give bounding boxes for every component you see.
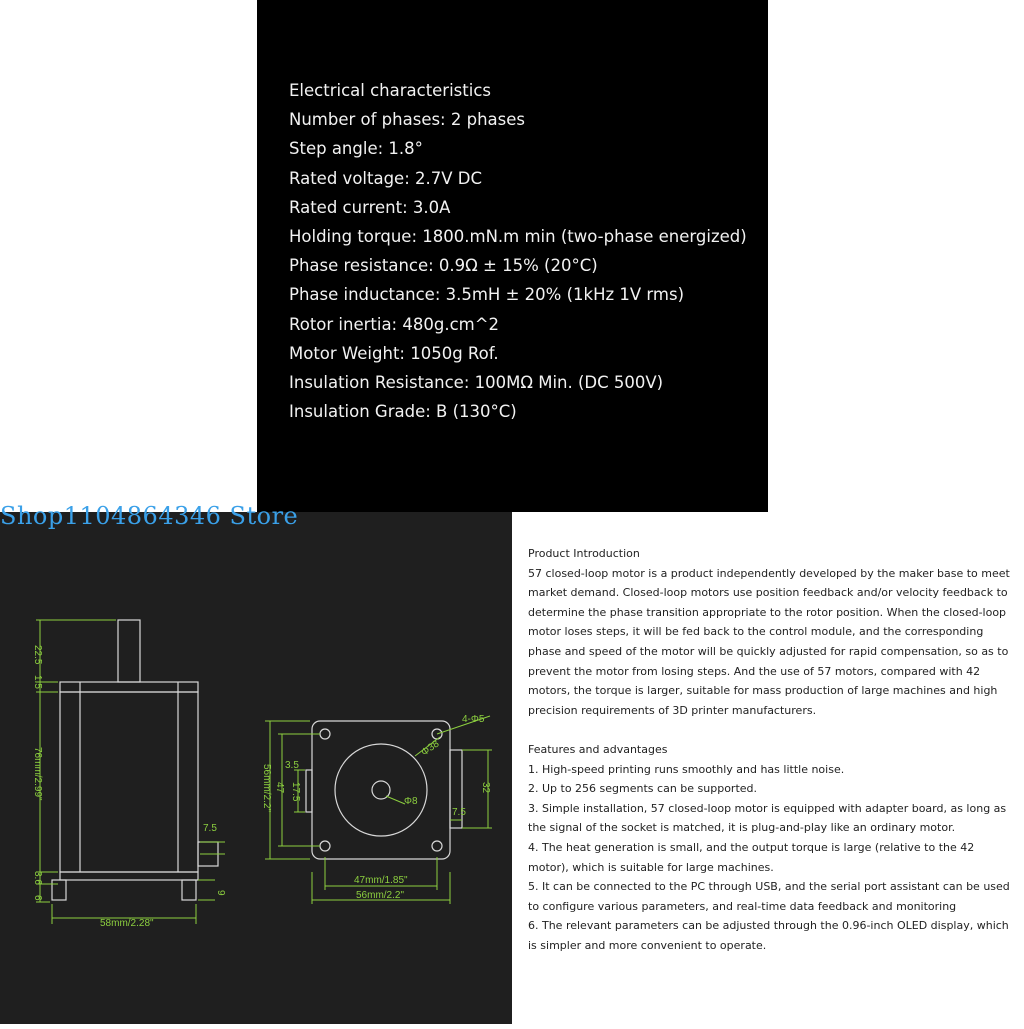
dim-shaft: Φ8 [404, 796, 418, 807]
dim-holes: 4-Φ5 [462, 714, 485, 725]
dimension-drawing-panel [0, 512, 512, 1024]
side-labels [32, 645, 226, 929]
dim-shaft-length: 22.5 [32, 645, 43, 665]
foot-right [182, 880, 196, 900]
dim-connector: 7.5 [203, 823, 217, 834]
spec-line: Electrical characteristics [289, 81, 491, 100]
front-labels [261, 714, 491, 901]
foot-left [52, 880, 66, 900]
store-watermark: Shop1104864346 Store [0, 502, 299, 530]
dim-flange: 1.5 [32, 675, 43, 689]
dim-front-width: 56mm/2.2" [356, 890, 405, 901]
feature-item: 3. Simple installation, 57 closed-loop motor is equipped with adapter board, as long as the signal of the socket is matched, it is plug-and-play like an ordinary motor. [528, 801, 1007, 835]
spec-line: Insulation Grade: B (130°C) [289, 402, 517, 422]
feature-item: 4. The heat generation is small, and the output torque is large (relative to the 42 motor), which is suitable for large machines. [528, 840, 975, 874]
dim-bottom: 3.6 [32, 871, 43, 885]
motor-body [60, 692, 198, 872]
dim-foot-height: 9 [215, 890, 226, 896]
motor-drawing [0, 512, 512, 1024]
spec-list [289, 76, 747, 426]
feature-item: 1. High-speed printing runs smoothly and has little noise. [528, 762, 845, 776]
mount-hole [320, 729, 330, 739]
dim-front-height: 56mm/2.2" [261, 764, 272, 813]
feature-item: 2. Up to 256 segments can be supported. [528, 782, 758, 796]
intro-body: 57 closed-loop motor is a product independently developed by the maker base to meet market demand. Closed-loop motors use position feedback and/or velocity feedback to determine the phase transition appropriate to the rotor position. When the closed-loop motor loses steps, it will be fed back to the control module, and the corresponding phase and speed of the motor will be quickly adjusted for rapid compensation, so as to prevent the motor from losing steps. And the use of 57 motors, compared with 42 motors, the torque is larger, suitable for mass production of large machines and high precision requirements of 3D printer manufacturers. [528, 566, 1010, 717]
flange [60, 682, 198, 692]
dim-right-width: 7.5 [452, 807, 466, 818]
electrical-specs-panel [257, 0, 768, 512]
dim-pitch-v: 47 [274, 782, 285, 794]
dim-foot-gap: 6 [32, 895, 43, 901]
spec-line: Phase resistance: 0.9Ω ± 15% (20°C) [289, 256, 598, 276]
spec-line: Insulation Resistance: 100MΩ Min. (DC 500V) [289, 373, 664, 393]
features-title: Features and advantages [528, 742, 668, 756]
spec-line: Rated current: 3.0A [289, 197, 451, 217]
front-view [306, 721, 462, 859]
intro-title: Product Introduction [528, 547, 640, 560]
spec-line: Phase inductance: 3.5mH ± 20% (1kHz 1V rms) [289, 285, 685, 305]
feature-item: 6. The relevant parameters can be adjusted through the 0.96-inch OLED display, which is simpler and more convenient to operate. [528, 919, 1009, 952]
dim-b: 17.5 [290, 782, 301, 802]
dim-pitch-h: 47mm/1.85" [354, 875, 408, 886]
feature-item: 5. It can be connected to the PC through USB, and the serial port assistant can be used to configure various parameters, and real-time data feedback and monitoring [528, 880, 1010, 913]
spec-line: Holding torque: 1800.mN.m min (two-phase energized) [289, 227, 747, 247]
product-introduction-panel [512, 512, 1024, 1024]
spec-line: Rotor inertia: 480g.cm^2 [289, 314, 500, 334]
boss-circle [335, 744, 427, 836]
spec-line: Number of phases: 2 phases [289, 110, 525, 130]
dim-width: 58mm/2.28" [100, 918, 154, 929]
spec-line: Rated voltage: 2.7V DC [289, 168, 483, 188]
spec-line: Step angle: 1.8° [289, 139, 423, 159]
base-plate [60, 872, 198, 880]
dim-body-length: 76mm/2.99" [32, 747, 43, 801]
dim-boss: Φ38 [419, 738, 442, 759]
dim-a: 3.5 [285, 760, 299, 771]
left-tab [306, 770, 312, 812]
mount-hole [432, 841, 442, 851]
side-dimensions [36, 620, 225, 924]
shaft [118, 620, 140, 682]
side-view [52, 620, 218, 900]
spec-line: Motor Weight: 1050g Rof. [289, 343, 499, 363]
intro-text [528, 544, 1012, 955]
mount-hole [320, 841, 330, 851]
dim-right-height: 32 [480, 782, 491, 794]
